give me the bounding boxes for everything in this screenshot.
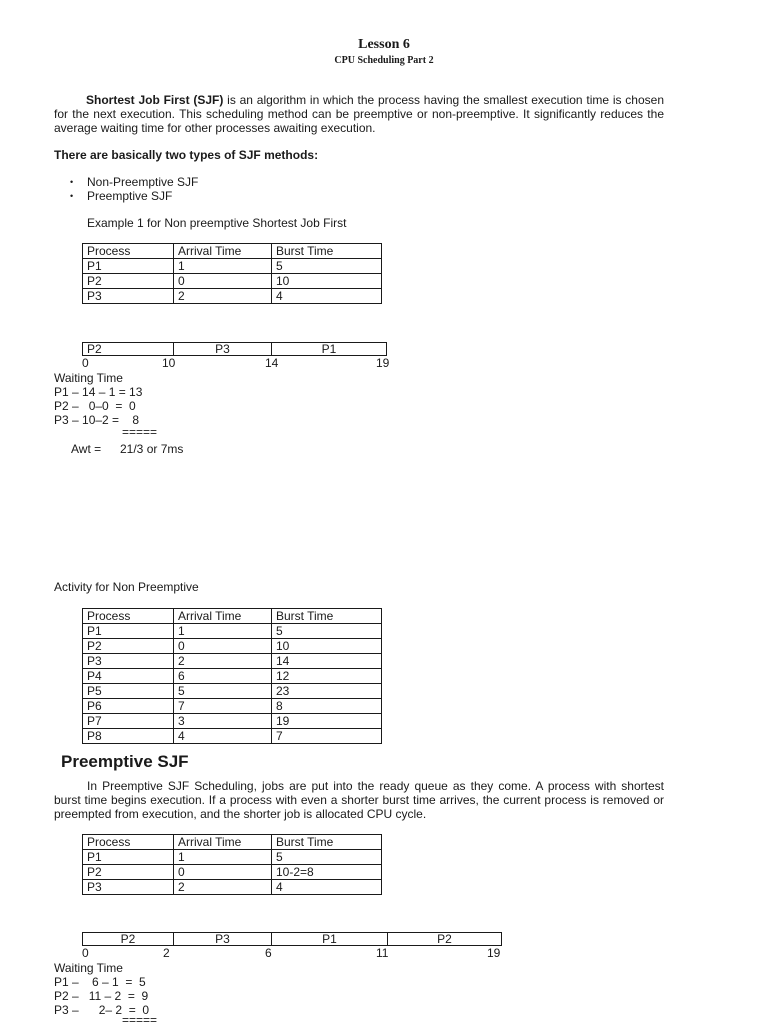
waiting-line: P2 – 0–0 = 0 bbox=[54, 399, 136, 413]
table-row bbox=[83, 274, 382, 289]
table-cell: 7 bbox=[272, 729, 382, 744]
table-header-cell: Arrival Time bbox=[174, 609, 272, 624]
table-cell: 5 bbox=[272, 624, 382, 639]
table-cell: P2 bbox=[83, 865, 174, 880]
list-item: • Preemptive SJF bbox=[70, 189, 198, 203]
table-cell: 10 bbox=[272, 274, 382, 289]
table-cell: 10-2=8 bbox=[272, 865, 382, 880]
table-row bbox=[83, 654, 382, 669]
gantt-segment: P2 bbox=[83, 343, 174, 355]
table-cell: 1 bbox=[174, 624, 272, 639]
intro-paragraph bbox=[54, 93, 664, 135]
table-cell: P6 bbox=[83, 699, 174, 714]
table-cell: 1 bbox=[174, 259, 272, 274]
sum-separator: ===== bbox=[122, 1017, 158, 1024]
waiting-line: P3 – 10–2 = 8 bbox=[54, 413, 140, 427]
table-cell: 0 bbox=[174, 865, 272, 880]
example1-waiting-title: Waiting Time bbox=[54, 371, 123, 385]
table-cell: 14 bbox=[272, 654, 382, 669]
gantt-segment: P3 bbox=[174, 343, 272, 355]
example1-gantt bbox=[82, 342, 387, 356]
example1-caption: Example 1 for Non preemptive Shortest Job First bbox=[87, 216, 347, 230]
table-header-cell: Burst Time bbox=[272, 244, 382, 259]
table-cell: P5 bbox=[83, 684, 174, 699]
gantt-tick: 11 bbox=[376, 946, 389, 960]
table-cell: 10 bbox=[272, 639, 382, 654]
table-cell: P2 bbox=[83, 639, 174, 654]
table-cell: 0 bbox=[174, 639, 272, 654]
table-header-cell: Process bbox=[83, 609, 174, 624]
gantt-tick: 2 bbox=[163, 946, 170, 960]
gantt-segment: P3 bbox=[174, 933, 272, 945]
table-header-cell: Arrival Time bbox=[174, 835, 272, 850]
table-header-cell: Burst Time bbox=[272, 835, 382, 850]
table-cell: P4 bbox=[83, 669, 174, 684]
waiting-line: P1 – 6 – 1 = 5 bbox=[54, 975, 146, 989]
table-cell: P3 bbox=[83, 880, 174, 895]
preemptive-waiting-title: Waiting Time bbox=[54, 961, 123, 975]
sum-separator: ===== bbox=[122, 425, 158, 439]
waiting-line: P2 – 11 – 2 = 9 bbox=[54, 989, 149, 1003]
table-header-cell: Burst Time bbox=[272, 609, 382, 624]
activity-caption: Activity for Non Preemptive bbox=[54, 580, 199, 594]
table-cell: 23 bbox=[272, 684, 382, 699]
gantt-tick: 6 bbox=[265, 946, 272, 960]
activity-table bbox=[82, 608, 382, 744]
table-cell: 12 bbox=[272, 669, 382, 684]
table-cell: P7 bbox=[83, 714, 174, 729]
gantt-segment: P1 bbox=[272, 933, 388, 945]
table-cell: 19 bbox=[272, 714, 382, 729]
table-cell: P3 bbox=[83, 289, 174, 304]
table-header-row bbox=[83, 835, 382, 850]
awt-value: 21/3 or 7ms bbox=[120, 442, 184, 456]
table-row bbox=[83, 850, 382, 865]
types-list bbox=[70, 175, 198, 203]
types-heading: There are basically two types of SJF methods: bbox=[54, 148, 319, 162]
table-header-cell: Process bbox=[83, 835, 174, 850]
table-cell: P2 bbox=[83, 274, 174, 289]
table-row bbox=[83, 714, 382, 729]
table-row bbox=[83, 699, 382, 714]
waiting-line: P1 – 14 – 1 = 13 bbox=[54, 385, 143, 399]
table-cell: 5 bbox=[174, 684, 272, 699]
gantt-tick: 0 bbox=[82, 356, 89, 370]
gantt-segment: P2 bbox=[437, 932, 452, 946]
table-cell: 2 bbox=[174, 654, 272, 669]
waiting-line: P3 – 2– 2 = 0 bbox=[54, 1003, 150, 1017]
table-cell: 8 bbox=[272, 699, 382, 714]
table-row bbox=[83, 865, 382, 880]
page-subtitle: CPU Scheduling Part 2 bbox=[334, 55, 434, 66]
table-row bbox=[83, 669, 382, 684]
preemptive-paragraph: In Preemptive SJF Scheduling, jobs are put into the ready queue as they come. A process with shortest burst time begins execution. If a process with even a shorter burst time arrives, the current process is removed or preempted from execution, and the shorter job is allocated CPU cycle. bbox=[54, 779, 664, 821]
table-cell: P3 bbox=[83, 654, 174, 669]
table-row bbox=[83, 624, 382, 639]
preemptive-table bbox=[82, 834, 382, 895]
table-cell: 4 bbox=[272, 289, 382, 304]
table-header-cell: Arrival Time bbox=[174, 244, 272, 259]
table-cell: 6 bbox=[174, 669, 272, 684]
gantt-tick: 19 bbox=[376, 356, 390, 370]
gantt-tick: 14 bbox=[265, 356, 279, 370]
preemptive-gantt bbox=[82, 932, 502, 946]
table-row bbox=[83, 289, 382, 304]
example1-table bbox=[82, 243, 382, 304]
page-title: Lesson 6 bbox=[358, 37, 410, 52]
table-cell: 4 bbox=[174, 729, 272, 744]
table-cell: 1 bbox=[174, 850, 272, 865]
table-row bbox=[83, 880, 382, 895]
table-cell: 5 bbox=[272, 850, 382, 865]
table-cell: P1 bbox=[83, 850, 174, 865]
table-row bbox=[83, 729, 382, 744]
table-cell: 3 bbox=[174, 714, 272, 729]
table-cell: 4 bbox=[272, 880, 382, 895]
intro-term: Shortest Job First (SJF) bbox=[86, 93, 224, 107]
gantt-tick: 19 bbox=[487, 946, 501, 960]
table-cell: 2 bbox=[174, 289, 272, 304]
table-header-row bbox=[83, 244, 382, 259]
table-cell: P8 bbox=[83, 729, 174, 744]
gantt-segment: P1 bbox=[321, 342, 337, 356]
table-cell: P1 bbox=[83, 624, 174, 639]
list-item: • Non-Preemptive SJF bbox=[70, 175, 198, 189]
preemptive-heading: Preemptive SJF bbox=[61, 752, 189, 771]
gantt-tick: 10 bbox=[162, 356, 176, 370]
table-cell: 0 bbox=[174, 274, 272, 289]
table-cell: 2 bbox=[174, 880, 272, 895]
table-cell: P1 bbox=[83, 259, 174, 274]
gantt-segment: P2 bbox=[83, 933, 174, 945]
intro-body: is an algorithm in which the process having the smallest execution time is chosen for the next execution. This scheduling method can be preemptive or non-preemptive. It significantly reduces the average waiting time for other processes awaiting execution. bbox=[54, 93, 665, 135]
table-row bbox=[83, 684, 382, 699]
table-cell: 5 bbox=[272, 259, 382, 274]
table-row bbox=[83, 639, 382, 654]
table-header-cell: Process bbox=[83, 244, 174, 259]
table-cell: 7 bbox=[174, 699, 272, 714]
awt-label: Awt = bbox=[71, 442, 102, 456]
table-header-row bbox=[83, 609, 382, 624]
gantt-tick: 0 bbox=[82, 946, 89, 960]
table-row bbox=[83, 259, 382, 274]
